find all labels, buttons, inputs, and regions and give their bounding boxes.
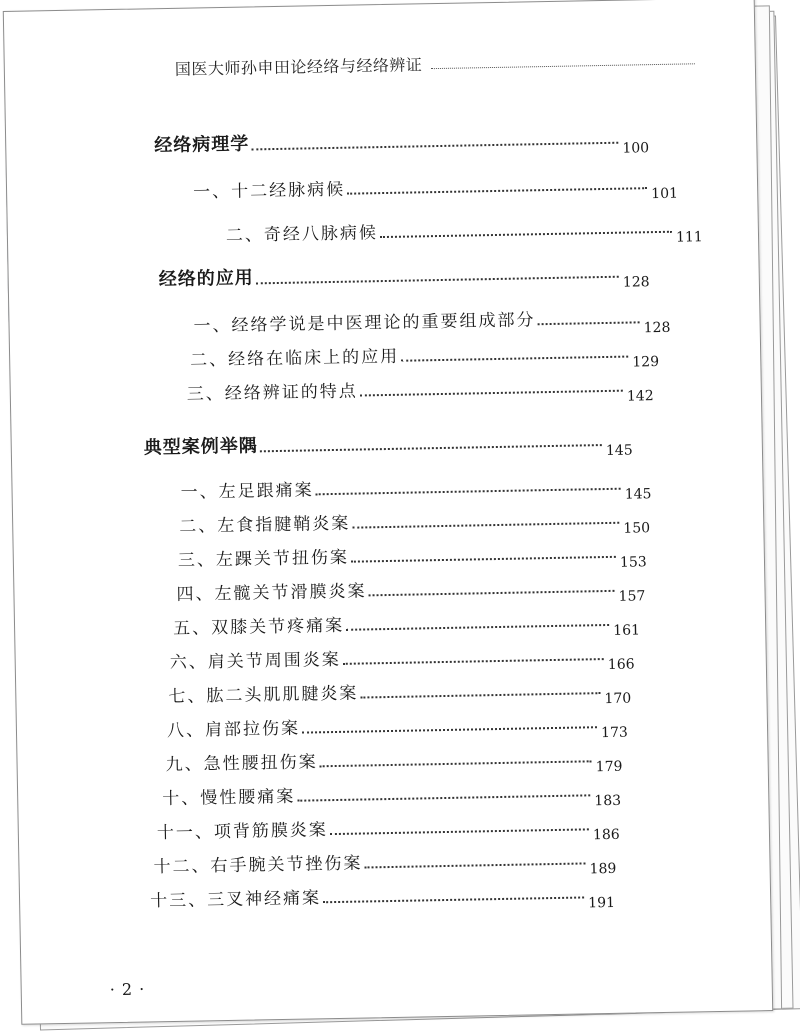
dot-leader xyxy=(251,142,618,151)
toc-page-number: 111 xyxy=(675,229,703,246)
dot-leader xyxy=(538,321,640,325)
toc-entry xyxy=(187,370,655,405)
toc-entry-label: 三、左踝关节扭伤案 xyxy=(177,547,350,571)
toc-page-number: 179 xyxy=(595,758,623,776)
dot-leader xyxy=(369,590,615,597)
dot-leader xyxy=(351,556,616,563)
toc-entry-label: 十三、三叉神经痛案 xyxy=(149,888,322,912)
dot-leader xyxy=(347,187,647,194)
toc-entry-label: 七、肱二头肌肌腱炎案 xyxy=(168,683,359,708)
toc-entry xyxy=(180,468,652,503)
dot-leader xyxy=(401,356,628,362)
toc-entry-label: 一、十二经脉病候 xyxy=(192,179,346,203)
toc-entry-label: 经络的应用 xyxy=(158,267,254,291)
toc-page-number: 142 xyxy=(626,388,654,405)
toc-page-number: 145 xyxy=(605,442,633,459)
toc-entry-label: 二、经络在临床上的应用 xyxy=(190,346,400,371)
toc-page-number: 183 xyxy=(594,792,622,810)
toc-entry-label: 三、经络辨证的特点 xyxy=(186,381,358,405)
toc-entry-label: 八、肩部拉伤案 xyxy=(166,718,301,742)
dot-leader xyxy=(365,862,586,868)
toc-entry-label: 二、左食指腱鞘炎案 xyxy=(179,513,351,537)
toc-entry xyxy=(165,741,623,775)
toc-entry-label: 经络病理学 xyxy=(154,133,250,157)
running-header xyxy=(175,43,695,83)
toc-page-number: 186 xyxy=(592,826,620,844)
header-dotted-rule xyxy=(430,63,694,69)
toc-page-number: 166 xyxy=(607,656,635,673)
toc-entry xyxy=(162,775,622,809)
dot-leader xyxy=(297,794,590,801)
toc-entry xyxy=(190,336,660,371)
toc-entry xyxy=(168,673,632,707)
toc-entry-label: 十、慢性腰痛案 xyxy=(162,786,296,810)
toc-entry-label: 十二、右手腕关节挫伤案 xyxy=(153,853,363,878)
toc-page-number: 129 xyxy=(632,354,660,371)
dot-leader xyxy=(352,522,619,529)
toc-page-number: 101 xyxy=(651,185,679,203)
toc-page-number: 145 xyxy=(624,486,652,503)
toc-page-number: 170 xyxy=(604,690,632,708)
toc-page-number: 150 xyxy=(623,520,651,537)
toc-entry-label: 四、左髋关节滑膜炎案 xyxy=(176,581,367,605)
toc-entry xyxy=(169,638,635,673)
toc-page-number: 189 xyxy=(589,860,617,878)
toc-entry xyxy=(178,536,648,571)
dot-leader xyxy=(360,692,600,698)
toc-page-number: 191 xyxy=(588,894,616,912)
toc-page-number: 100 xyxy=(622,140,650,157)
dot-leader xyxy=(330,828,589,835)
toc-entry-label: 五、双膝关节疼痛案 xyxy=(172,615,345,639)
toc-entry xyxy=(193,302,671,337)
dot-leader xyxy=(320,760,592,767)
toc-entry xyxy=(153,843,617,877)
dot-leader xyxy=(302,726,597,733)
dot-leader xyxy=(323,896,584,903)
toc-entry xyxy=(193,168,679,203)
toc-entry-label: 二、奇经八脉病候 xyxy=(225,223,379,246)
toc-entry xyxy=(176,570,646,605)
toc-entry-label: 六、肩关节周围炎案 xyxy=(169,649,341,674)
dot-leader xyxy=(260,444,602,452)
toc-entry-label: 九、急性腰扭伤案 xyxy=(165,752,318,776)
toc-entry-label: 典型案例举隅 xyxy=(143,435,258,459)
toc-page-number: 157 xyxy=(618,588,646,605)
toc-entry-label: 一、左足跟痛案 xyxy=(180,480,314,503)
toc-section-heading xyxy=(154,122,650,157)
toc-entry-label: 一、经络学说是中医理论的重要组成部分 xyxy=(193,310,536,337)
toc-section-heading xyxy=(158,256,650,291)
toc-section-heading xyxy=(144,424,634,459)
toc-page xyxy=(3,0,773,1025)
toc-page-number: 128 xyxy=(622,274,650,291)
toc-entry xyxy=(179,502,651,537)
dot-leader xyxy=(256,276,619,285)
toc-entry xyxy=(226,211,704,246)
toc-page-number: 173 xyxy=(600,724,628,742)
toc-entry xyxy=(157,809,621,843)
dot-leader xyxy=(343,658,604,665)
page-number: · 2 · xyxy=(109,979,146,1000)
dot-leader xyxy=(360,390,623,397)
dot-leader xyxy=(316,488,621,496)
toc-entry xyxy=(167,707,629,741)
toc-page-number: 161 xyxy=(613,622,641,639)
toc-entry-label: 十一、项背筋膜炎案 xyxy=(156,820,329,844)
dot-leader xyxy=(346,624,609,631)
toc-entry xyxy=(150,877,616,912)
toc-entry xyxy=(173,604,641,639)
toc-page-number: 153 xyxy=(619,554,647,571)
header-title: 国医大师孙申田论经络与经络辨证 xyxy=(174,54,423,79)
dot-leader xyxy=(380,231,672,238)
toc-page-number: 128 xyxy=(643,319,671,337)
